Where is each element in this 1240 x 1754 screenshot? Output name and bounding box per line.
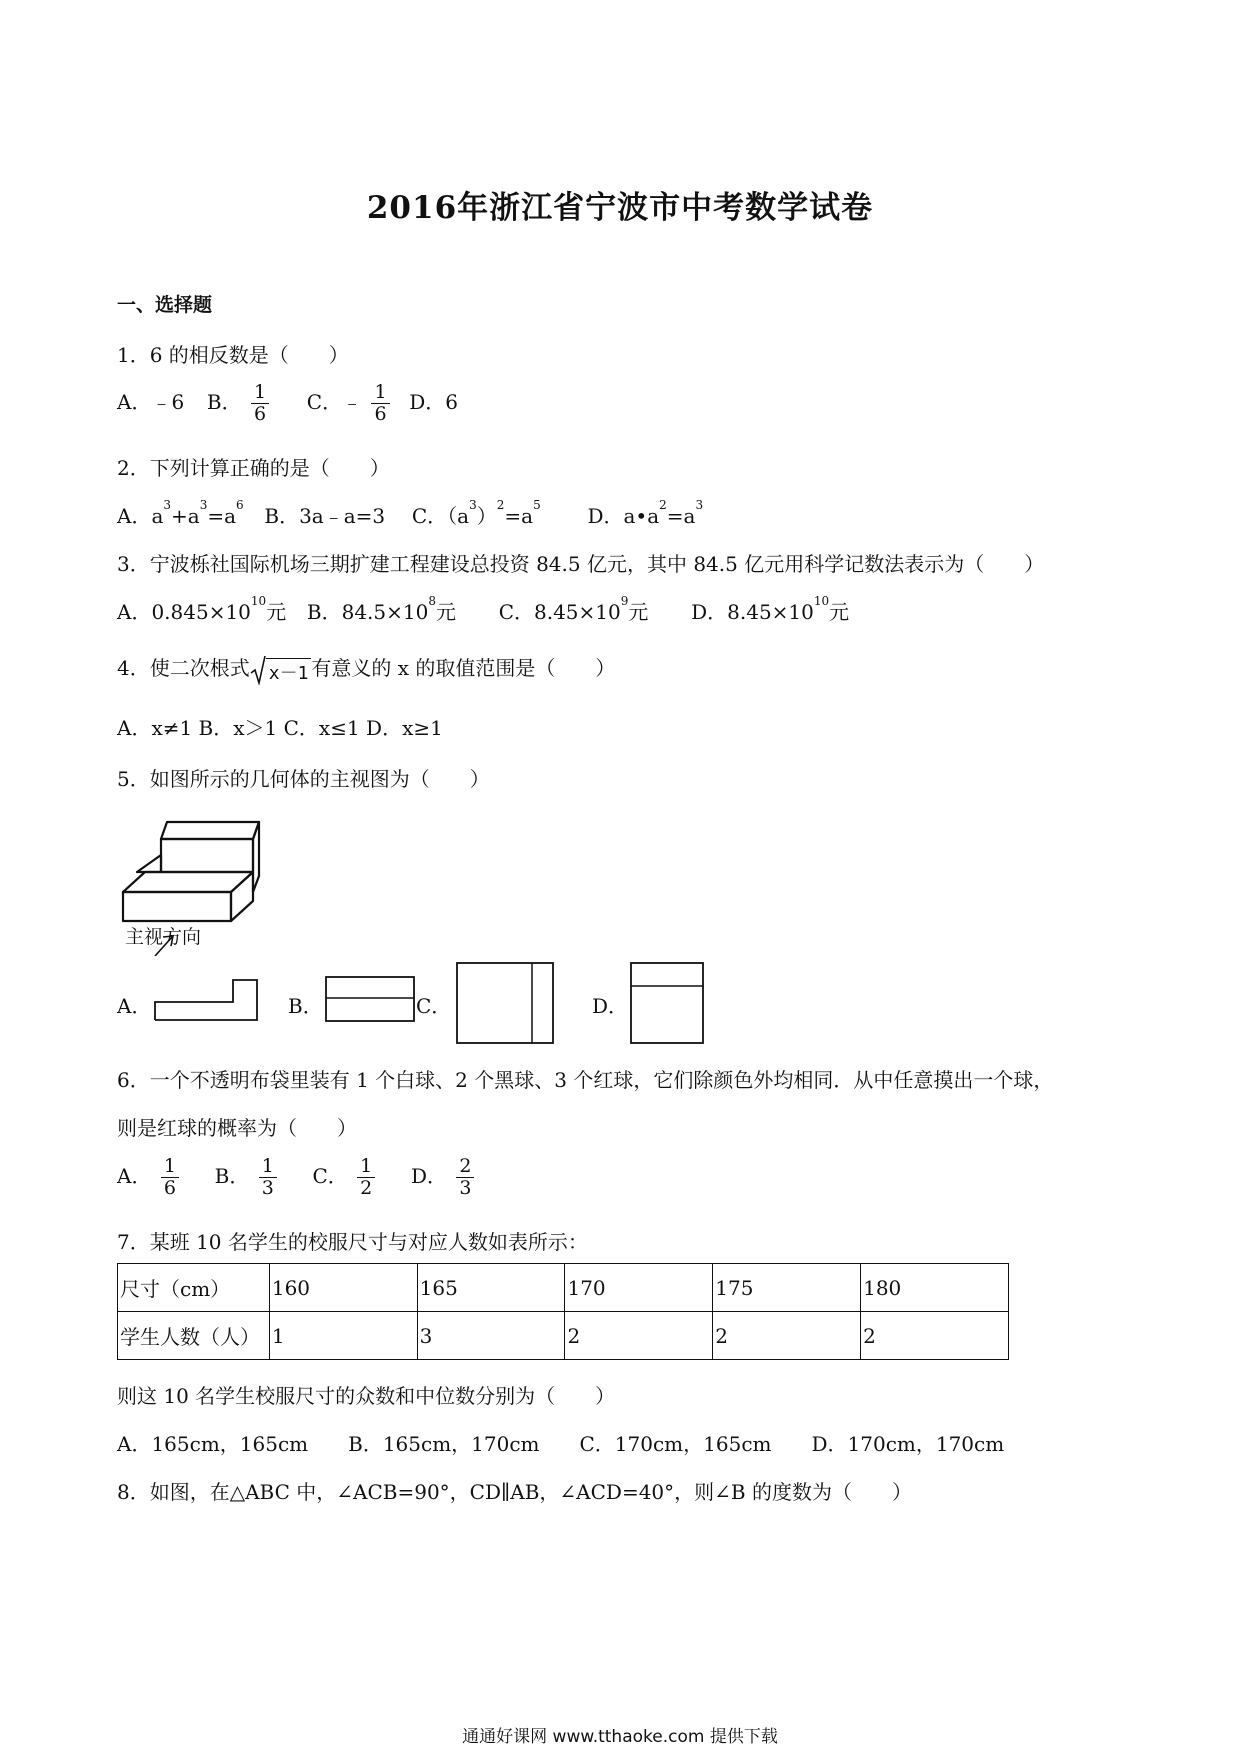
q1-options [117, 382, 458, 425]
fraction-denominator: 6 [163, 1177, 176, 1199]
q6-stem-line2: 则是红球的概率为（ ） [117, 1116, 357, 1140]
q1-option-d: D．6 [409, 390, 459, 414]
q6-option-b: B． [214, 1164, 250, 1188]
fraction-numerator: 2 [456, 1156, 474, 1178]
radicand: x－1 [266, 658, 312, 685]
q5-option-c-shape [456, 962, 554, 1044]
section-heading: 一、选择题 [117, 294, 213, 316]
q6-stem-line1: 6．一个不透明布袋里装有 1 个白球、2 个黑球、3 个红球，它们除颜色外均相同．从中任意摸出一个球， [117, 1068, 1054, 1092]
radical-sign-icon [250, 655, 266, 685]
table-row [118, 1312, 1009, 1360]
q6-option-b-fraction [259, 1156, 277, 1199]
square-root-expression [250, 655, 312, 685]
q6-option-c: C． [312, 1164, 348, 1188]
q3-option-c: C．$8.45\times 10^9$元 [498, 594, 649, 624]
q5-option-a-label: A． [117, 994, 152, 1018]
view-direction-caption: 主视方向 [125, 926, 202, 948]
q7-question: 则这 10 名学生校服尺寸的众数和中位数分别为（ ） [117, 1384, 616, 1408]
q1-stem: 1．6 的相反数是（ ） [117, 343, 349, 367]
q3-option-b: B．$84.5\times 10^8$元 [306, 594, 456, 624]
fraction-denominator: 2 [360, 1177, 373, 1199]
q2-option-d: D．$a•a^2=a^3$ [587, 498, 704, 528]
fraction-denominator: 6 [374, 403, 387, 425]
page-footer: 通通好课网 www.tthaoke.com 提供下载 [462, 1727, 778, 1747]
table-cell: 170 [565, 1264, 713, 1312]
fraction-numerator: 1 [357, 1156, 375, 1178]
q5-option-b-label: B． [288, 994, 323, 1018]
q1-option-b: B． [206, 390, 242, 414]
q6-option-a-fraction [161, 1156, 179, 1199]
q7-stem: 7．某班 10 名学生的校服尺寸与对应人数如表所示： [117, 1230, 588, 1254]
table-cell: 160 [269, 1264, 417, 1312]
table-cell: 165 [417, 1264, 565, 1312]
q5-option-b-shape [325, 976, 415, 1022]
fraction-numerator: 1 [251, 382, 269, 404]
q2-options [117, 500, 703, 529]
q2-option-a: A．$a^3+a^3=a^6$ [117, 498, 244, 528]
table-cell: 175 [713, 1264, 861, 1312]
q4-stem-end: 有意义的 x 的取值范围是（ ） [311, 656, 616, 680]
table-cell: 2 [861, 1312, 1009, 1360]
q5-option-d-shape [630, 962, 704, 1044]
page-title: 2016年浙江省宁波市中考数学试卷 [366, 190, 874, 226]
q4-stem [117, 652, 615, 685]
q2-stem: 2．下列计算正确的是（ ） [117, 456, 390, 480]
q1-option-a: A．﹣6 [117, 390, 185, 414]
q4-options: A．x≠1 B．x＞1 C．x≤1 D．x≥1 [117, 716, 443, 740]
q5-option-d-label: D． [592, 994, 629, 1018]
fraction-numerator: 1 [161, 1156, 179, 1178]
table-cell: 3 [417, 1312, 565, 1360]
q5-option-a-shape [153, 978, 259, 1022]
q6-options [117, 1156, 477, 1199]
q1-option-c-fraction [371, 382, 389, 425]
q6-option-c-fraction [357, 1156, 375, 1199]
q6-option-d-fraction [456, 1156, 474, 1199]
q1-option-c: C．﹣ [306, 390, 363, 414]
q3-options [117, 596, 849, 625]
q5-option-c-label: C． [416, 994, 452, 1018]
fraction-denominator: 6 [253, 403, 267, 425]
fraction-denominator: 3 [261, 1177, 274, 1199]
q8-stem: 8．如图，在△ABC 中，∠ACB=90°，CD∥AB，∠ACD=40°，则∠B 的度数为（ ） [117, 1480, 912, 1504]
q3-stem: 3．宁波栎社国际机场三期扩建工程建设总投资 84.5 亿元，其中 84.5 亿元用科学记数法表示为（ ） [117, 552, 1045, 576]
table-cell: 2 [713, 1312, 861, 1360]
table-cell: 2 [565, 1312, 713, 1360]
q4-stem-start: 4．使二次根式 [117, 656, 250, 680]
q2-option-c: C．$(a^3)^2=a^5$ [411, 498, 541, 528]
fraction-numerator: 1 [259, 1156, 277, 1178]
table-cell: 1 [269, 1312, 417, 1360]
q6-option-d: D． [410, 1164, 448, 1188]
table-cell: 尺寸（cm） [118, 1264, 270, 1312]
fraction-denominator: 3 [459, 1177, 472, 1199]
table-row [118, 1264, 1009, 1312]
q7-options: A．165cm，165cm B．165cm，170cm C．170cm，165cm D．170cm，170cm [117, 1432, 1005, 1456]
q2-option-b: B．3a﹣a=3 [264, 504, 386, 528]
q6-option-a: A． [117, 1164, 152, 1188]
q3-option-a: A．$0.845\times 10^{10}$元 [117, 594, 287, 624]
fraction-numerator: 1 [371, 382, 389, 404]
table-cell: 学生人数（人） [118, 1312, 270, 1360]
q3-option-d: D．$8.45\times 10^{10}$元 [691, 594, 850, 624]
q1-option-b-fraction [251, 382, 269, 425]
q5-stem: 5．如图所示的几何体的主视图为（ ） [117, 767, 490, 791]
table-cell: 180 [861, 1264, 1009, 1312]
size-count-table [117, 1263, 1009, 1360]
